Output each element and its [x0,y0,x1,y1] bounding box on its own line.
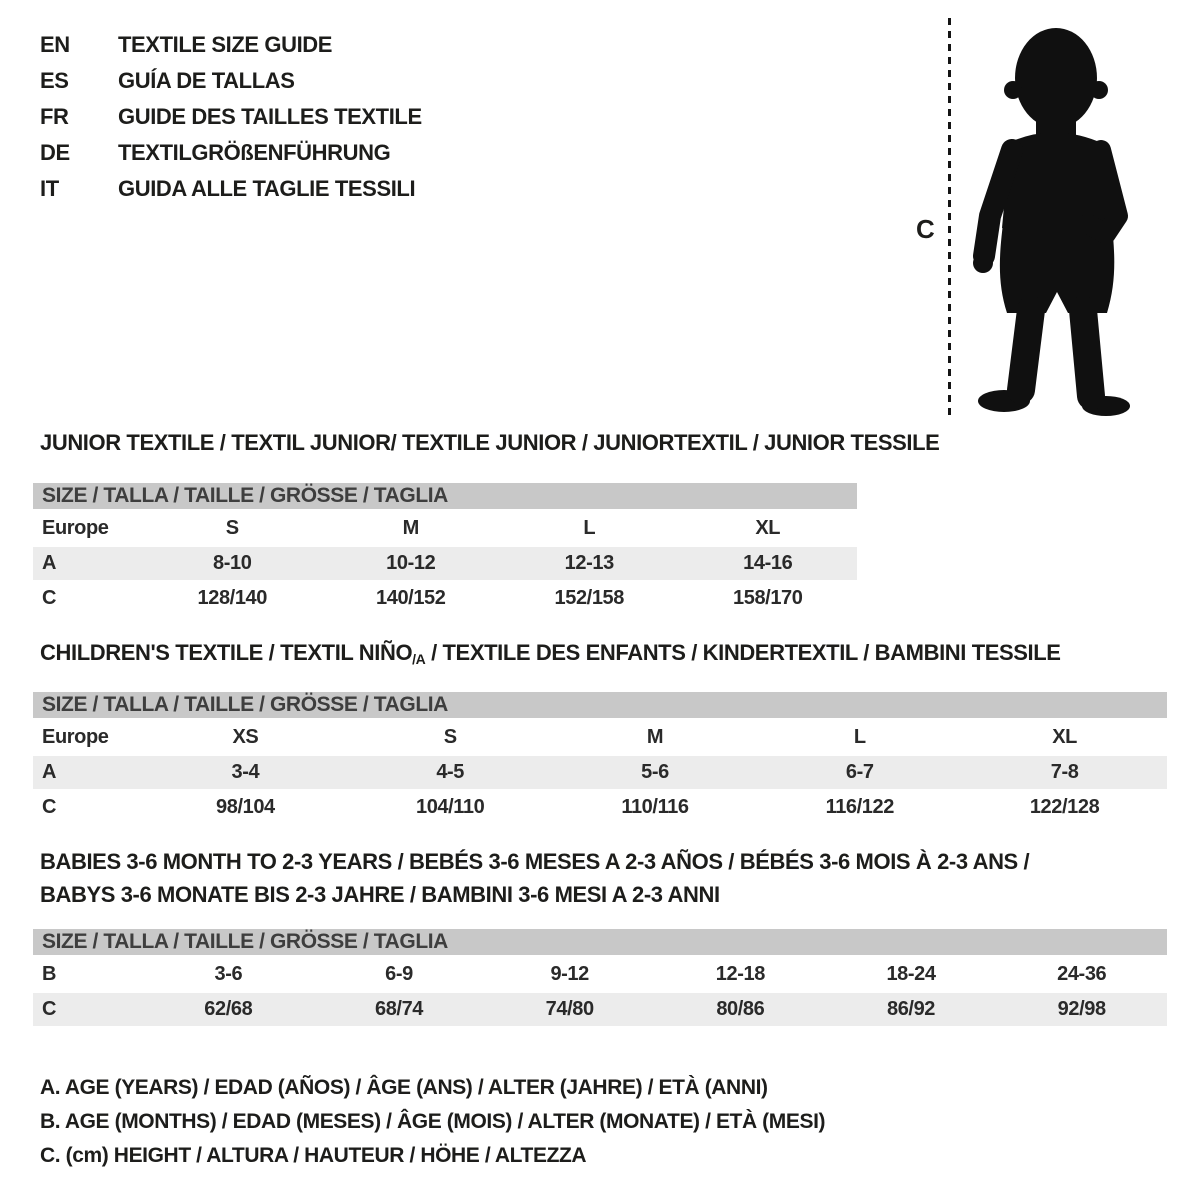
table-cell: 74/80 [545,998,594,1020]
table-row [33,547,857,580]
row-label: C [42,998,57,1020]
table-cell: 152/158 [554,587,624,609]
table-cell: 7-8 [1050,761,1079,783]
table-cell: 62/68 [204,998,253,1020]
language-row [40,63,422,99]
table-cell: 92/98 [1057,998,1106,1020]
size-table-header: SIZE / TALLA / TAILLE / GRÖSSE / TAGLIA [33,692,1167,718]
table-row [33,756,1167,789]
language-title: GUIDE DES TAILLES TEXTILE [118,104,422,129]
table-row [33,582,857,615]
row-label: A [42,761,57,783]
row-label: B [42,963,57,985]
table-cell: 4-5 [436,761,465,783]
table-cell: 104/110 [415,796,485,818]
junior-section-heading: JUNIOR TEXTILE / TEXTIL JUNIOR/ TEXTILE JUNIOR / JUNIORTEXTIL / JUNIOR TESSILE [40,430,940,455]
row-label: Europe [42,517,109,539]
children-heading-subscript: /A [412,651,426,667]
table-cell: S [225,517,239,539]
table-cell: 5-6 [641,761,669,783]
table-cell: 128/140 [197,587,267,609]
toddler-silhouette-icon [960,20,1155,420]
language-row [40,27,422,63]
language-row [40,135,422,171]
table-row [33,958,1167,991]
language-title-list [40,27,422,207]
table-cell: XL [755,517,781,539]
children-heading-post: / TEXTILE DES ENFANTS / KINDERTEXTIL / BAMBINI TESSILE [425,640,1061,665]
language-title: GUÍA DE TALLAS [118,68,295,93]
language-title: TEXTILE SIZE GUIDE [118,32,333,57]
table-cell: 24-36 [1057,963,1107,985]
language-row [40,171,422,207]
children-size-table [33,692,1167,826]
table-cell: 14-16 [743,552,793,574]
table-row [33,512,857,545]
children-heading-pre: CHILDREN'S TEXTILE / TEXTIL NIÑO [40,640,413,665]
table-cell: 6-7 [845,761,874,783]
children-section-heading [40,640,1061,666]
language-code: FR [40,104,69,129]
junior-size-table [33,483,857,617]
babies-section-heading-line1: BABIES 3-6 MONTH TO 2-3 YEARS / BEBÉS 3-6 MESES A 2-3 AÑOS / BÉBÉS 3-6 MOIS À 2-3 ANS / [40,849,1030,874]
table-cell: 12-18 [715,963,765,985]
height-figure [898,12,1160,422]
table-cell: 158/170 [733,587,803,609]
legend-line-age-years: A. AGE (YEARS) / EDAD (AÑOS) / ÂGE (ANS) / ALTER (JAHRE) / ETÀ (ANNI) [40,1076,768,1099]
table-cell: M [646,726,664,748]
table-cell: 6-9 [385,963,413,985]
language-title: TEXTILGRÖßENFÜHRUNG [118,140,391,165]
table-cell: L [583,517,596,539]
row-label: Europe [42,726,109,748]
row-label: C [42,587,57,609]
language-code: IT [40,176,59,201]
table-cell: 116/122 [825,796,894,818]
language-row [40,99,422,135]
table-cell: 18-24 [886,963,936,985]
table-cell: 140/152 [376,587,446,609]
table-row [33,791,1167,824]
table-row [33,993,1167,1026]
table-cell: L [853,726,866,748]
table-cell: S [443,726,457,748]
row-label: A [42,552,57,574]
table-cell: 3-6 [214,963,243,985]
table-cell: XL [1052,726,1077,748]
table-row [33,721,1167,754]
size-table-header: SIZE / TALLA / TAILLE / GRÖSSE / TAGLIA [33,929,1167,955]
table-cell: XS [232,726,259,748]
table-cell: 110/116 [621,796,689,818]
height-measure-dashed-line [948,18,951,418]
height-measure-label: C [916,214,935,244]
language-code: DE [40,140,70,165]
table-cell: 9-12 [550,963,589,985]
legend-line-age-months: B. AGE (MONTHS) / EDAD (MESES) / ÂGE (MOIS) / ALTER (MONATE) / ETÀ (MESI) [40,1110,826,1133]
size-table-header: SIZE / TALLA / TAILLE / GRÖSSE / TAGLIA [33,483,857,509]
table-cell: 80/86 [716,998,765,1020]
table-cell: 122/128 [1029,796,1100,818]
table-cell: 98/104 [216,796,275,818]
table-cell: 3-4 [231,761,260,783]
row-label: C [42,796,57,818]
table-cell: 68/74 [374,998,424,1020]
table-cell: M [402,517,419,539]
language-title: GUIDA ALLE TAGLIE TESSILI [118,176,416,201]
table-cell: 86/92 [886,998,936,1020]
table-cell: 8-10 [213,552,252,574]
language-code: EN [40,32,70,57]
table-cell: 10-12 [386,552,436,574]
table-cell: 12-13 [564,552,614,574]
babies-section-heading-line2: BABYS 3-6 MONATE BIS 2-3 JAHRE / BAMBINI 3-6 MESI A 2-3 ANNI [40,882,720,907]
legend-line-height: C. (cm) HEIGHT / ALTURA / HAUTEUR / HÖHE / ALTEZZA [40,1144,587,1167]
language-code: ES [40,68,69,93]
babies-size-table [33,929,1167,1028]
